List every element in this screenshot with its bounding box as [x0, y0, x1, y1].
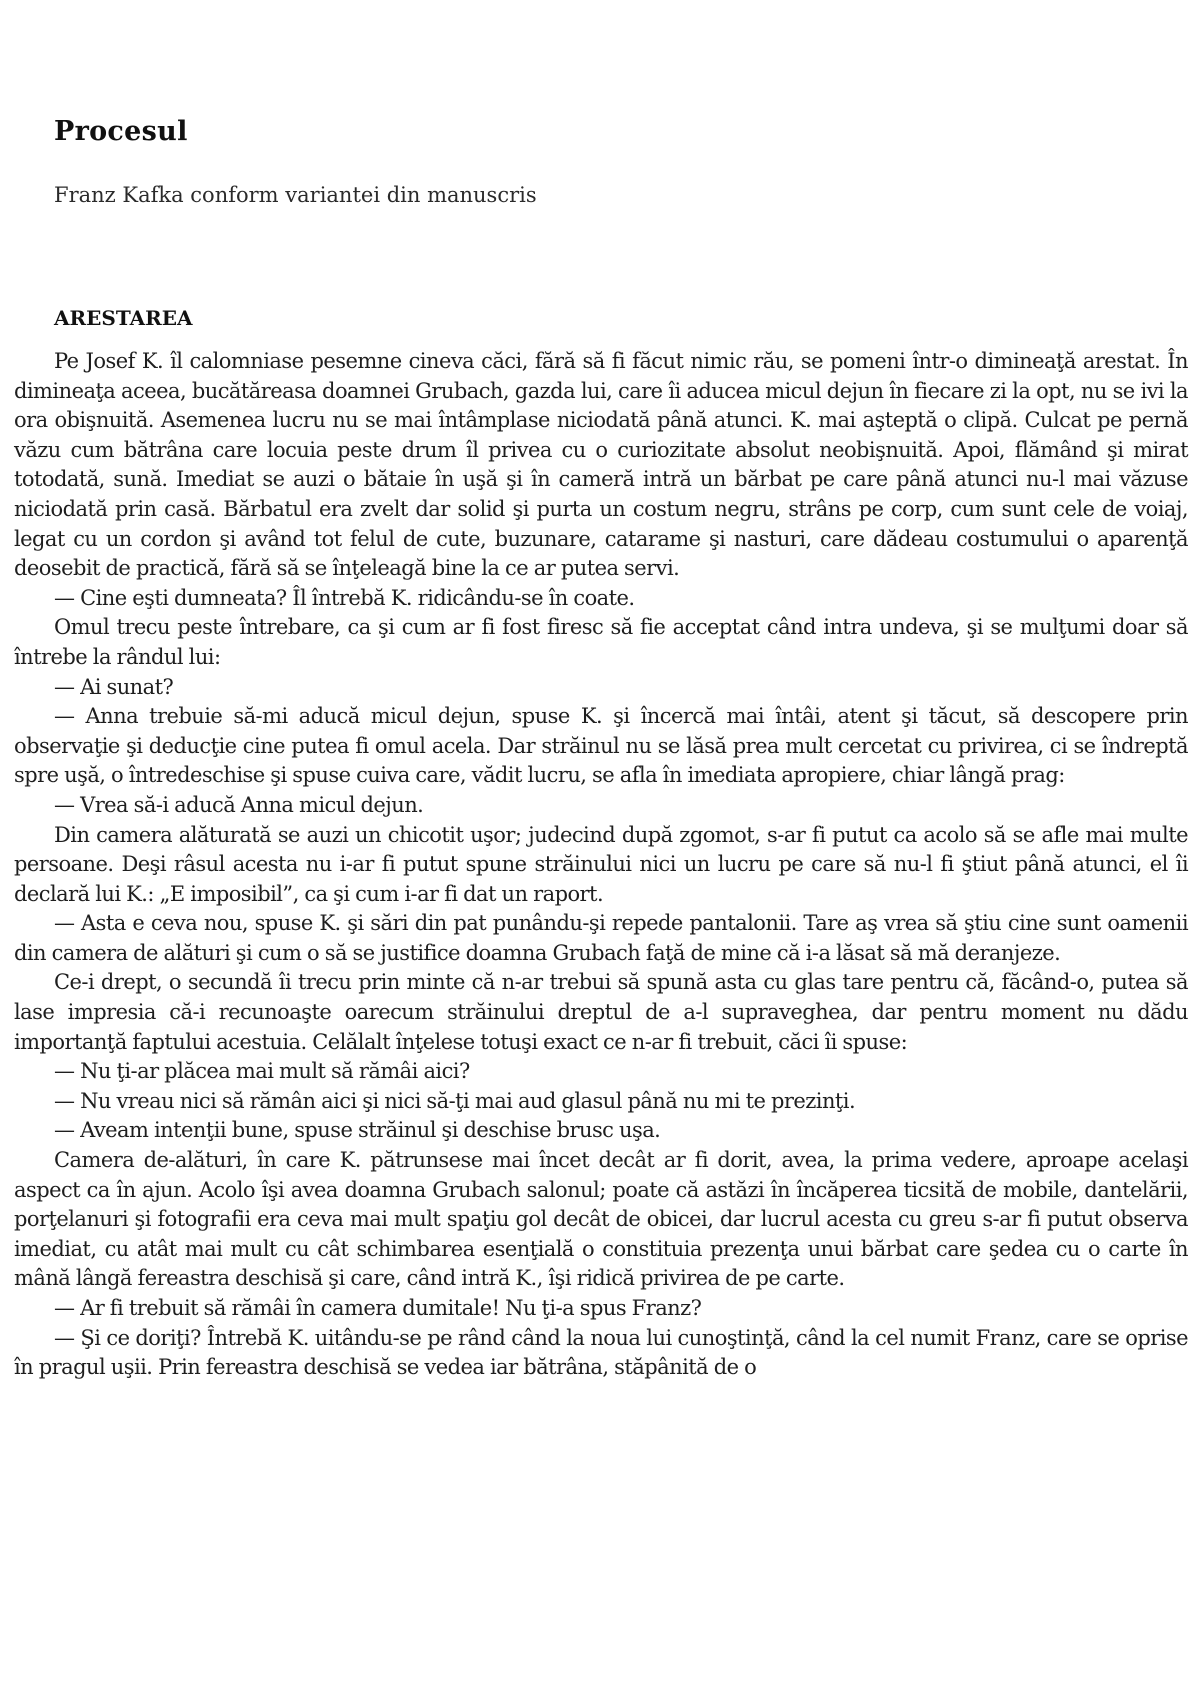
book-subtitle: Franz Kafka conform variantei din manuscris — [54, 183, 537, 207]
paragraph: — Vrea să-i aducă Anna micul dejun. — [54, 792, 424, 817]
paragraph: — Nu vreau nici să rămân aici şi nici să-ţi mai aud glasul până nu mi te prezinţi. — [54, 1088, 856, 1113]
paragraph: Din camera alăturată se auzi un chicotit uşor; judecind după zgomot, s-ar fi putut ca acolo să se afle mai multe persoane. Deşi râsul acesta nu i-ar fi putut spune străinului nici un lucru pe care să nu-l fi ştiut până atunci, el îi declară lui K.: „E imposibil”, ca şi cum i-ar fi dat un raport. — [14, 822, 1188, 906]
paragraph: — Ai sunat? — [54, 674, 174, 699]
paragraph: Camera de-alături, în care K. pătrunsese mai încet decât ar fi dorit, avea, la prima vedere, aproape acelaşi aspect ca în ajun. Acolo îşi avea doamna Grubach salonul; poate că astăzi în încăperea ticsită de mobile, dantelării, porţelanuri şi fotografii era ceva mai mult spaţiu gol decât de obicei, dar lucrul acesta cu greu s-ar fi putut observa imediat, cu atât mai mult cu cât schimbarea esenţială o constituia prezenţa unui bărbat care şedea cu o carte în mână lângă fereastra deschisă şi care, când intră K., îşi ridică privirea de pe carte. — [14, 1148, 1188, 1291]
paragraph: Ce-i drept, o secundă îi trecu prin minte că n-ar trebui să spună asta cu glas tare pentru că, făcând-o, putea să lase impresia că-i recunoaşte oarecum străinului dreptul de a-l supraveghea, dar pentru moment nu dădu importanţă faptului acestuia. Celălalt înţelese totuşi exact ce n-ar fi trebuit, căci îi spuse: — [14, 970, 1188, 1054]
paragraph: — Şi ce doriţi? Întrebă K. uitându-se pe rând când la noua lui cunoştinţă, când la cel numit Franz, care se oprise în pragul uşii. Prin fereastra deschisă se vedea iar bătrâna, stăpânită de o — [14, 1325, 1188, 1380]
paragraph: — Ar fi trebuit să rămâi în camera dumitale! Nu ţi-a spus Franz? — [54, 1296, 702, 1320]
paragraph: — Anna trebuie să-mi aducă micul dejun, spuse K. şi încercă mai întâi, atent şi tăcut, să descopere prin observaţie şi deducţie cine putea fi omul acela. Dar străinul nu se lăsă prea mult cercetat cu privirea, ci se îndreptă spre uşă, o întredeschise şi spuse cuiva care, vădit lucru, se afla în imediata apropiere, chiar lângă prag: — [14, 704, 1188, 788]
paragraph: — Aveam intenţii bune, spuse străinul şi deschise brusc uşa. — [54, 1118, 661, 1143]
chapter-body — [14, 347, 1188, 1383]
paragraph: — Nu ţi-ar plăcea mai mult să rămâi aici? — [54, 1059, 470, 1084]
paragraph: — Cine eşti dumneata? Îl întrebă K. ridicându-se în coate. — [54, 585, 635, 610]
paragraph: Pe Josef K. îl calomniase pesemne cineva căci, fără să fi făcut nimic rău, se pomeni într-o dimineaţă arestat. În dimineaţa aceea, bucătăreasa doamnei Grubach, gazda lui, care îi aducea micul dejun în fiecare zi la opt, nu se ivi la ora obişnuită. Asemenea lucru nu se mai întâmplase niciodată până atunci. K. mai aşteptă o clipă. Culcat pe pernă văzu cum bătrâna care locuia peste drum îl privea cu o curiozitate absolut neobişnuită. Apoi, flămând şi mirat totodată, sună. Imediat se auzi o bătaie în uşă şi în cameră intră un bărbat pe care până atunci nu-l mai văzuse niciodată prin casă. Bărbatul era zvelt dar solid şi purta un costum negru, strâns pe corp, cum sunt cele de voiaj, legat cu un cordon şi având tot felul de cute, buzunare, catarame şi nasturi, care dădeau costumului o aparenţă deosebit de practică, fără să se înţeleagă bine la ce ar putea servi. — [14, 349, 1188, 581]
book-title: Procesul — [54, 116, 188, 147]
paragraph: — Asta e ceva nou, spuse K. şi sări din pat punându-şi repede pantalonii. Tare aş vrea să ştiu cine sunt oamenii din camera de alături şi cum o să se justifice doamna Grubach faţă de mine că i-a lăsat să mă deranjeze. — [14, 911, 1188, 965]
chapter-heading: ARESTAREA — [54, 306, 193, 330]
paragraph: Omul trecu peste întrebare, ca şi cum ar fi fost firesc să fie acceptat când intra undeva, şi se mulţumi doar să întrebe la rândul lui: — [14, 615, 1188, 669]
